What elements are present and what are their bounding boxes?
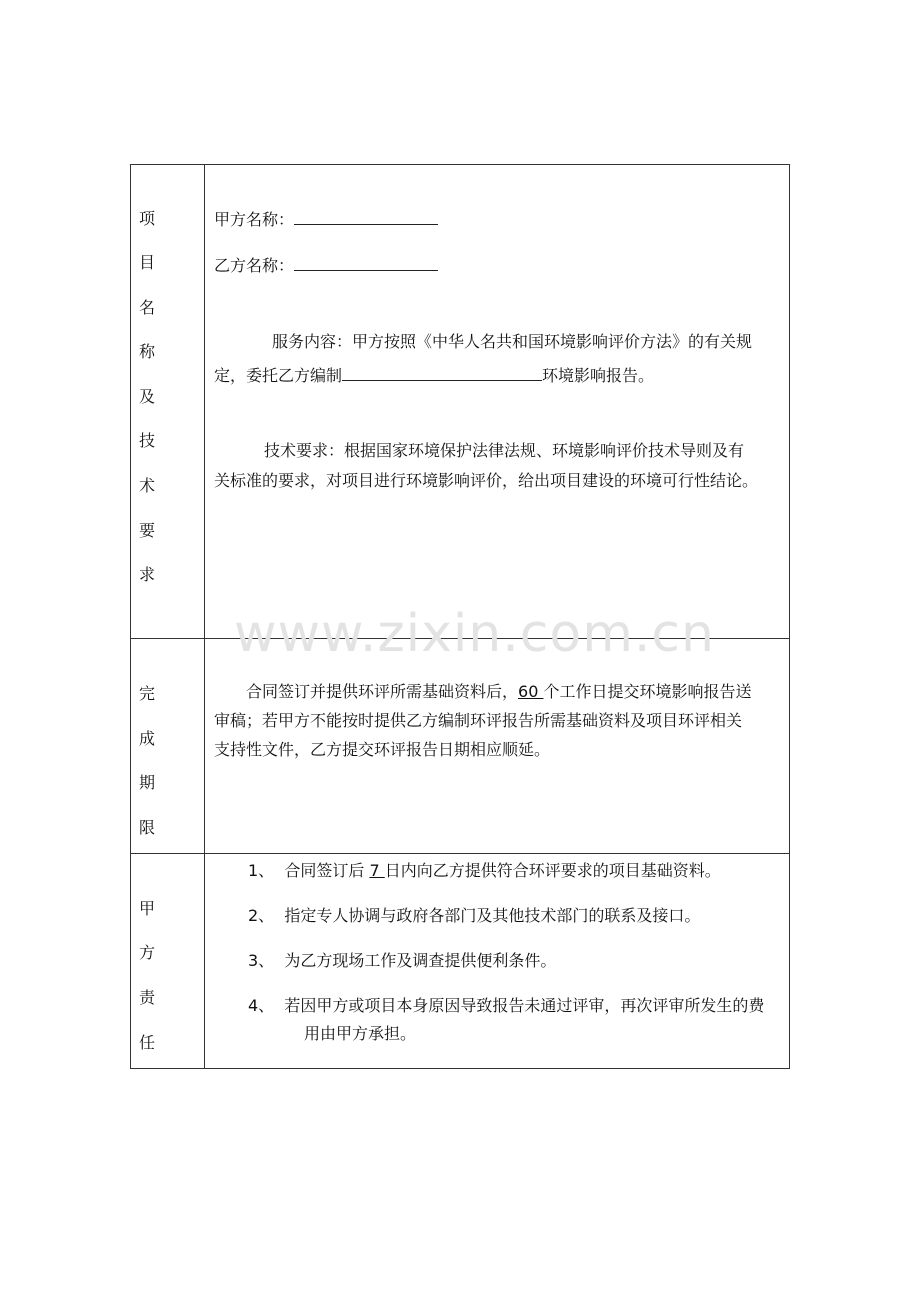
item-text: 为乙方现场工作及调查提供便利条件。 [284, 951, 557, 970]
tech-requirement-line2: 关标准的要求，对项目进行环境影响评价，给出项目建设的环境可行性结论。 [214, 471, 759, 490]
party-b-name-row [214, 252, 784, 277]
completion-suffix: 个工作日提交环境影响报告送 [543, 682, 752, 701]
label-char: 称 [139, 342, 156, 361]
label-char: 项 [139, 209, 156, 228]
party-b-name-field[interactable] [294, 252, 438, 271]
label-char: 完 [139, 684, 156, 703]
party-a-label: 甲方名称： [214, 210, 295, 229]
item-text: 指定专人协调与政府各部门及其他技术部门的联系及接口。 [284, 906, 701, 925]
label-char: 成 [139, 729, 156, 748]
service-suffix: 环境影响报告。 [542, 366, 655, 385]
label-char: 求 [139, 565, 156, 584]
party-b-label: 乙方名称： [214, 256, 295, 275]
item-text: 日内向乙方提供符合环评要求的项目基础资料。 [384, 861, 721, 880]
party-a-name-field[interactable] [294, 206, 438, 225]
party-a-name-row [214, 206, 784, 231]
label-char: 技 [139, 431, 156, 450]
completion-line2: 审稿；若甲方不能按时提供乙方编制环评报告所需基础资料及项目环评相关 [214, 711, 743, 730]
label-char: 任 [139, 1033, 156, 1052]
responsibility-item [248, 905, 818, 927]
label-char: 甲 [139, 899, 156, 918]
label-char: 名 [139, 298, 156, 317]
service-content-line2 [214, 362, 784, 387]
label-char: 要 [139, 521, 156, 540]
watermark: www.zixin.com.cn [234, 604, 715, 664]
item-number: 1、 [248, 861, 275, 880]
label-char: 责 [139, 988, 156, 1007]
completion-line3: 支持性文件，乙方提交环评报告日期相应顺延。 [214, 740, 551, 759]
responsibility-item [248, 860, 818, 882]
responsibility-item [248, 950, 818, 972]
item-number: 4、 [248, 996, 275, 1015]
days-value: 7 [369, 861, 385, 880]
completion-line1 [246, 681, 816, 703]
row-divider [130, 853, 790, 854]
working-days-value: 60 [518, 682, 544, 701]
responsibility-item-continuation: 用由甲方承担。 [304, 1024, 417, 1043]
label-char: 目 [139, 253, 156, 272]
label-char: 限 [139, 818, 156, 837]
item-number: 3、 [248, 951, 275, 970]
label-char: 期 [139, 773, 156, 792]
responsibility-item [248, 995, 788, 1017]
service-prefix: 定，委托乙方编制 [214, 366, 343, 385]
item-text: 若因甲方或项目本身原因导致报告未通过评审，再次评审所发生的费 [284, 996, 765, 1015]
project-name-field[interactable] [342, 362, 542, 381]
item-text: 合同签订后 [284, 861, 370, 880]
service-content-line1: 服务内容：甲方按照《中华人名共和国环境影响评价方法》的有关规 [272, 332, 753, 351]
label-char: 及 [139, 387, 156, 406]
tech-requirement-line1: 技术要求：根据国家环境保护法律法规、环境影响评价技术导则及有 [264, 441, 745, 460]
item-number: 2、 [248, 906, 275, 925]
label-char: 术 [139, 476, 156, 495]
label-char: 方 [139, 943, 156, 962]
completion-prefix: 合同签订并提供环评所需基础资料后， [246, 682, 519, 701]
column-divider [204, 164, 205, 1069]
